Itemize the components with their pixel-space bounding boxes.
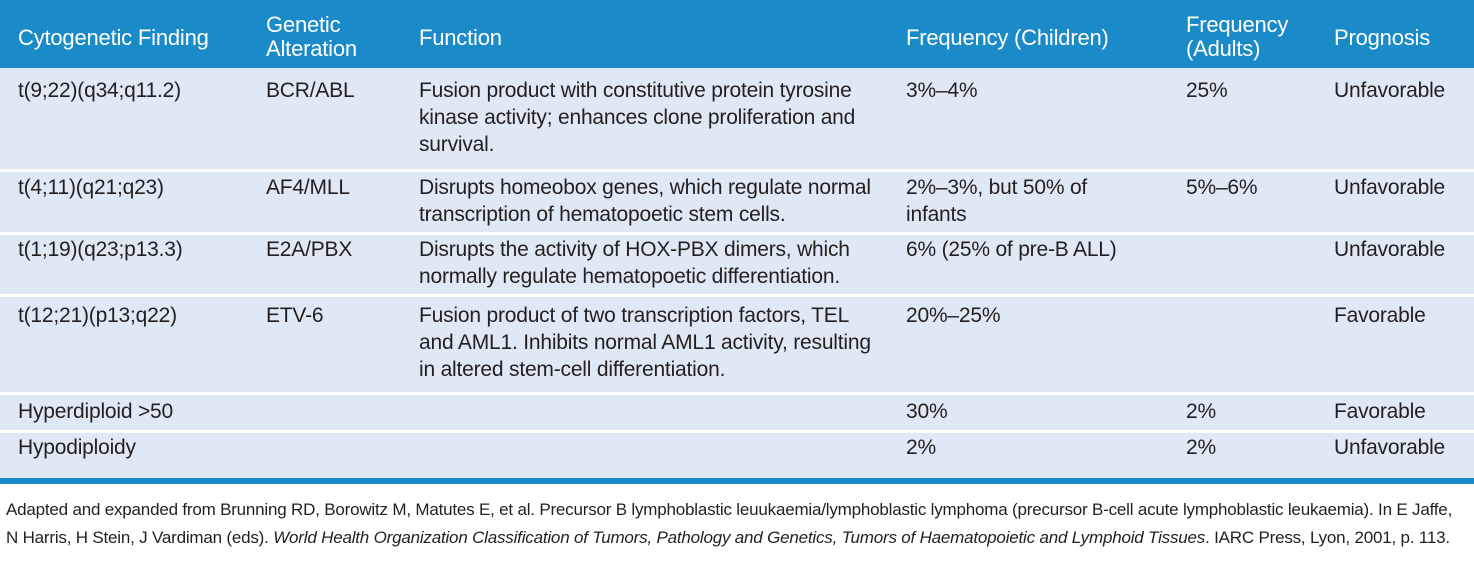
cell-alteration: E2A/PBX (266, 238, 353, 261)
footnote-tail: . IARC Press, Lyon, 2001, p. 113. (1205, 528, 1450, 547)
table-row (0, 297, 1474, 389)
cell-finding: t(4;11)(q21;q23) (18, 176, 164, 199)
cell-function: Fusion product of two transcription factors, TEL and AML1. Inhibits normal AML1 activity, resulting in altered stem-cell differentiation. (419, 304, 871, 381)
cell-alteration: AF4/MLL (266, 176, 350, 199)
table-row (0, 172, 1474, 234)
table-row (0, 68, 1474, 170)
cell-children: 2% (906, 436, 936, 459)
cell-prognosis: Unfavorable (1334, 238, 1446, 261)
table-row (0, 433, 1474, 478)
header-prognosis: Prognosis (1334, 25, 1431, 50)
cell-finding: t(12;21)(p13;q22) (18, 304, 177, 327)
cell-function: Disrupts the activity of HOX-PBX dimers, which normally regulate hematopoetic differentiation. (419, 238, 850, 288)
cell-alteration: BCR/ABL (266, 79, 355, 102)
cell-children: 30% (906, 400, 948, 423)
cell-prognosis: Favorable (1334, 304, 1426, 327)
cell-adults: 5%–6% (1186, 176, 1258, 199)
cell-finding: Hypodiploidy (18, 436, 136, 459)
cell-function: Disrupts homeobox genes, which regulate normal transcription of hematopoetic stem cells. (419, 176, 871, 226)
footnote-text: Adapted and expanded from Brunning RD, Borowitz M, Matutes E, et al. Precursor B lymphoblastic leuukaemia/lymphoblastic lymphoma (precursor B-cell acute lymphoblastic leukaemia). In E Jaffe, N Harris, H Stein, J Vardiman (eds). (6, 500, 1453, 547)
cell-children: 2%–3%, but 50% of infants (906, 176, 1088, 226)
header-cytogenetic-finding: Cytogenetic Finding (18, 25, 209, 50)
cell-adults: 2% (1186, 436, 1216, 459)
cell-prognosis: Unfavorable (1334, 436, 1446, 459)
table-row (0, 235, 1474, 295)
header-function: Function (419, 25, 502, 50)
cell-finding: t(1;19)(q23;p13.3) (18, 238, 183, 261)
table-row (0, 395, 1474, 430)
cell-function: Fusion product with constitutive protein tyrosine kinase activity; enhances clone proliferation and survival. (419, 79, 856, 156)
cell-children: 20%–25% (906, 304, 1001, 327)
cell-finding: Hyperdiploid >50 (18, 400, 173, 423)
table-bottom-rule (0, 478, 1474, 484)
header-frequency-children: Frequency (Children) (906, 25, 1109, 50)
cell-prognosis: Favorable (1334, 400, 1426, 423)
footnote-title: World Health Organization Classification of Tumors, Pathology and Genetics, Tumors of Haematopoietic and Lymphoid Tissues (273, 528, 1206, 547)
header-frequency-adults: Frequency (Adults) (1186, 12, 1289, 61)
cell-alteration: ETV-6 (266, 304, 324, 327)
table-header (0, 0, 1474, 68)
cell-children: 3%–4% (906, 79, 978, 102)
cell-prognosis: Unfavorable (1334, 176, 1446, 199)
cell-adults: 2% (1186, 400, 1216, 423)
source-footnote (6, 496, 1466, 552)
cell-finding: t(9;22)(q34;q11.2) (18, 79, 181, 102)
cell-adults: 25% (1186, 79, 1228, 102)
cell-children: 6% (25% of pre-B ALL) (906, 238, 1117, 261)
cell-prognosis: Unfavorable (1334, 79, 1446, 102)
header-genetic-alteration: Genetic Alteration (266, 12, 357, 61)
